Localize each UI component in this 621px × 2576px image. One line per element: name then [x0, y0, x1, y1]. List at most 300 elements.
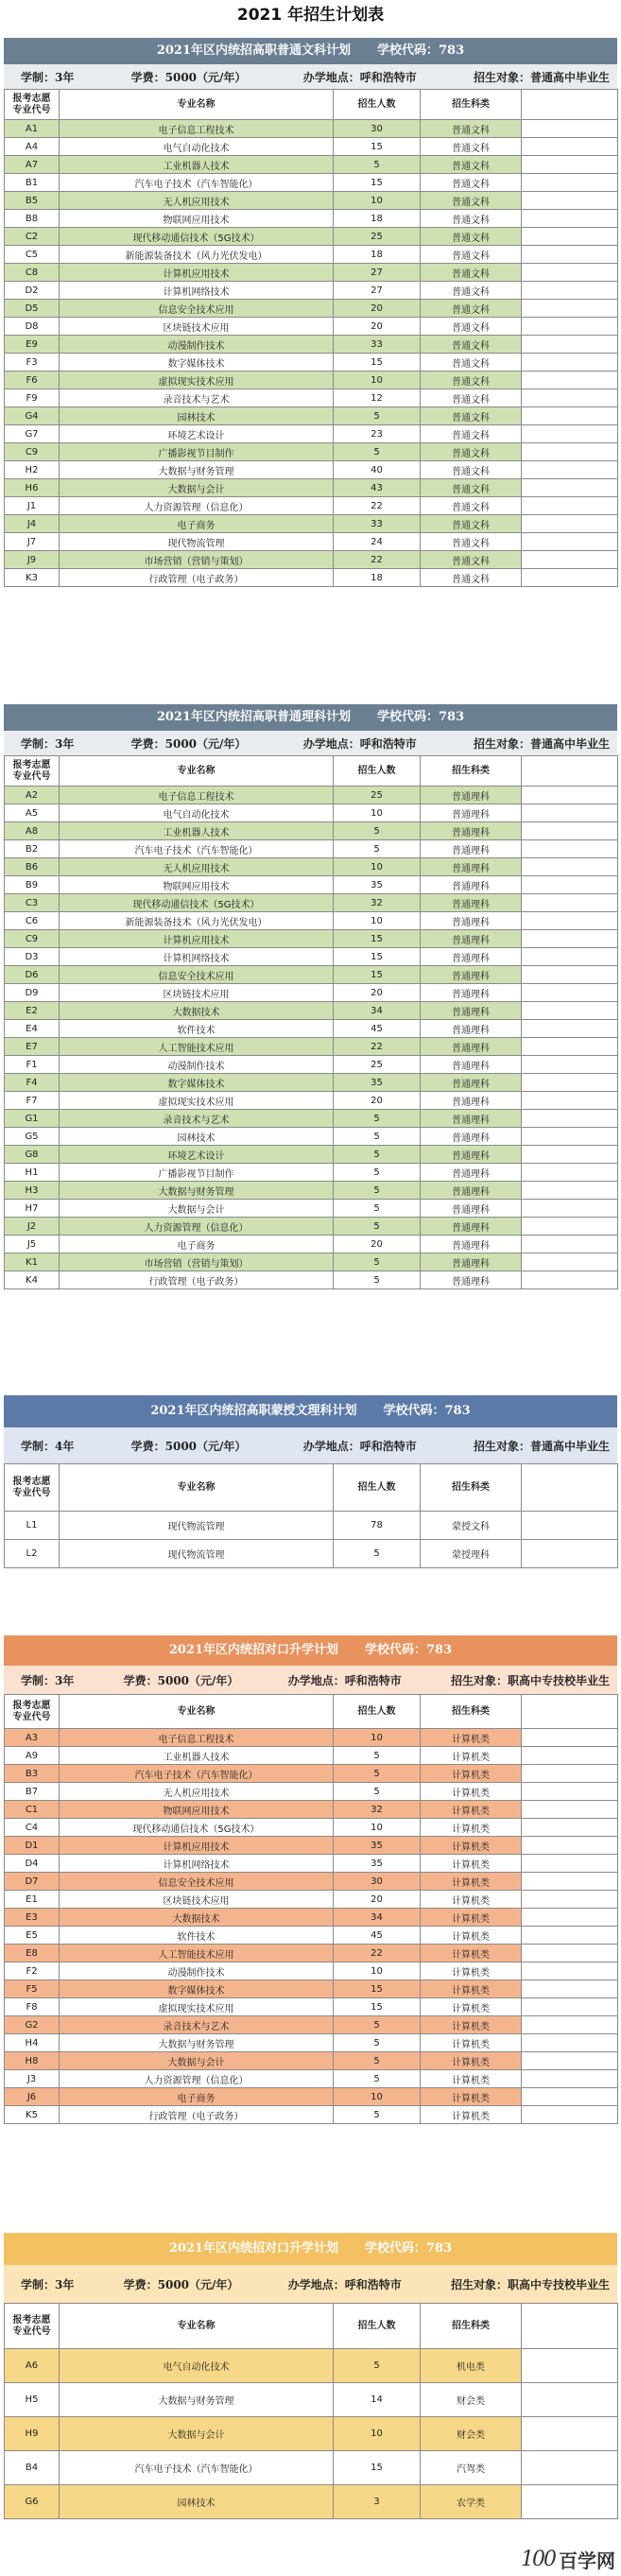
row-major: 工业机器人技术 — [60, 1747, 334, 1765]
row-major: 区块链技术应用 — [60, 984, 334, 1002]
row-code: B4 — [5, 2451, 60, 2485]
row-major: 计算机网络技术 — [60, 948, 334, 966]
row-blank — [522, 1182, 618, 1200]
row-code: C3 — [5, 894, 60, 912]
table-row — [5, 2016, 618, 2034]
table-row — [5, 1891, 618, 1909]
row-major: 无人机应用技术 — [60, 192, 334, 210]
plan-title-bar — [4, 1395, 617, 1427]
row-major: 电子信息工程技术 — [60, 1729, 334, 1747]
row-count: 32 — [334, 894, 421, 912]
plan-section — [4, 1635, 617, 2124]
row-code: F8 — [5, 1998, 60, 2016]
row-count: 45 — [334, 1020, 421, 1038]
site-logo — [492, 2544, 615, 2574]
row-code: A4 — [5, 138, 60, 156]
row-major: 市场营销（营销与策划） — [60, 1253, 334, 1271]
row-code: D4 — [5, 1855, 60, 1873]
row-count: 5 — [334, 2034, 421, 2052]
row-blank — [522, 1200, 618, 1218]
table-row — [5, 2451, 618, 2485]
row-blank — [522, 840, 618, 858]
plan-section — [4, 2233, 617, 2519]
row-count: 5 — [334, 1783, 421, 1801]
row-category: 普通理科 — [421, 894, 522, 912]
row-category: 普通理科 — [421, 1038, 522, 1056]
row-major: 虚拟现实技术应用 — [60, 1998, 334, 2016]
row-code: F3 — [5, 354, 60, 372]
plan-info-item: 学制：3年 — [21, 1673, 75, 1687]
row-blank — [522, 1038, 618, 1056]
row-category: 普通理科 — [421, 1110, 522, 1128]
plan-info-item: 学制：3年 — [21, 736, 75, 751]
row-major: 汽车电子技术（汽车智能化） — [60, 840, 334, 858]
table-row — [5, 318, 618, 336]
table-row — [5, 264, 618, 282]
row-category: 普通理科 — [421, 1236, 522, 1253]
row-count: 40 — [334, 461, 421, 479]
row-category: 普通理科 — [421, 930, 522, 948]
row-major: 无人机应用技术 — [60, 1783, 334, 1801]
table-row — [5, 1146, 618, 1164]
row-code: J6 — [5, 2088, 60, 2106]
table-row — [5, 1253, 618, 1271]
row-blank — [522, 2451, 618, 2485]
row-code: F9 — [5, 389, 60, 407]
row-blank — [522, 1855, 618, 1873]
row-category: 普通理科 — [421, 1092, 522, 1110]
row-category: 普通理科 — [421, 948, 522, 966]
row-major: 计算机网络技术 — [60, 1855, 334, 1873]
row-code: E4 — [5, 1020, 60, 1038]
table-row — [5, 1540, 618, 1568]
row-major: 现代移动通信技术（5G技术） — [60, 894, 334, 912]
table-row — [5, 1074, 618, 1092]
row-blank — [522, 1801, 618, 1819]
row-category: 普通理科 — [421, 804, 522, 822]
header-code: 报考志愿 专业代号 — [5, 90, 60, 120]
table-row — [5, 1998, 618, 2016]
row-blank — [522, 1110, 618, 1128]
table-row — [5, 1945, 618, 1962]
table-row — [5, 2383, 618, 2417]
table-row — [5, 2070, 618, 2088]
row-major: 软件技术 — [60, 1020, 334, 1038]
row-code: C9 — [5, 443, 60, 461]
row-code: G6 — [5, 2485, 60, 2519]
row-major: 物联网应用技术 — [60, 210, 334, 228]
row-blank — [522, 966, 618, 984]
row-count: 5 — [334, 2016, 421, 2034]
table-row — [5, 1873, 618, 1891]
table-row — [5, 2106, 618, 2124]
row-count: 10 — [334, 858, 421, 876]
table-row — [5, 1020, 618, 1038]
plan-info-item: 办学地点：呼和浩特市 — [302, 70, 417, 84]
row-count: 23 — [334, 425, 421, 443]
row-blank — [522, 2383, 618, 2417]
table-row — [5, 1837, 618, 1855]
row-blank — [522, 192, 618, 210]
row-major: 工业机器人技术 — [60, 156, 334, 174]
row-count: 20 — [334, 318, 421, 336]
row-blank — [522, 894, 618, 912]
row-count: 25 — [334, 1056, 421, 1074]
row-blank — [522, 1729, 618, 1747]
table-row — [5, 246, 618, 264]
row-count: 18 — [334, 210, 421, 228]
plan-info-item: 学费：5000（元/年） — [130, 736, 247, 751]
row-category: 普通理科 — [421, 1164, 522, 1182]
row-count: 22 — [334, 551, 421, 569]
row-count: 5 — [334, 2106, 421, 2124]
row-category: 普通文科 — [421, 174, 522, 192]
row-blank — [522, 1128, 618, 1146]
row-code: H5 — [5, 2383, 60, 2417]
row-count: 35 — [334, 876, 421, 894]
row-blank — [522, 1540, 618, 1568]
row-category: 普通文科 — [421, 300, 522, 318]
plan-title: 2021年区内统招对口升学计划 — [168, 2241, 339, 2256]
row-category: 普通理科 — [421, 1218, 522, 1236]
row-count: 5 — [334, 2052, 421, 2070]
row-count: 15 — [334, 930, 421, 948]
row-category: 普通文科 — [421, 336, 522, 354]
row-category: 计算机类 — [421, 1801, 522, 1819]
row-code: G5 — [5, 1128, 60, 1146]
row-code: D6 — [5, 966, 60, 984]
row-count: 15 — [334, 138, 421, 156]
row-major: 大数据与财务管理 — [60, 461, 334, 479]
row-blank — [522, 300, 618, 318]
row-code: A1 — [5, 120, 60, 138]
row-code: K5 — [5, 2106, 60, 2124]
header-code: 报考志愿 专业代号 — [5, 1695, 60, 1729]
header-count: 招生人数 — [334, 1464, 421, 1512]
table-row — [5, 894, 618, 912]
row-code: B7 — [5, 1783, 60, 1801]
row-code: F2 — [5, 1962, 60, 1980]
row-major: 环境艺术设计 — [60, 425, 334, 443]
row-category: 普通文科 — [421, 407, 522, 425]
header-count: 招生人数 — [334, 756, 421, 787]
row-category: 普通文科 — [421, 569, 522, 587]
table-row — [5, 1092, 618, 1110]
plan-info-item: 办学地点：呼和浩特市 — [302, 1439, 417, 1453]
row-code: F6 — [5, 372, 60, 389]
plan-info-item: 办学地点：呼和浩特市 — [302, 736, 417, 751]
row-blank — [522, 2034, 618, 2052]
table-row — [5, 2349, 618, 2383]
table-row — [5, 551, 618, 569]
row-major: 信息安全技术应用 — [60, 1873, 334, 1891]
plan-info-item: 学费：5000（元/年） — [130, 70, 247, 84]
row-major: 工业机器人技术 — [60, 822, 334, 840]
row-major: 录音技术与艺术 — [60, 2016, 334, 2034]
row-count: 15 — [334, 948, 421, 966]
row-category: 普通文科 — [421, 264, 522, 282]
row-code: K3 — [5, 569, 60, 587]
row-major: 区块链技术应用 — [60, 1891, 334, 1909]
row-count: 12 — [334, 389, 421, 407]
row-major: 人工智能技术应用 — [60, 1945, 334, 1962]
row-major: 汽车电子技术（汽车智能化） — [60, 1765, 334, 1783]
table-row — [5, 1200, 618, 1218]
header-count: 招生人数 — [334, 1695, 421, 1729]
row-category: 计算机类 — [421, 1909, 522, 1927]
row-count: 5 — [334, 1110, 421, 1128]
row-code: F7 — [5, 1092, 60, 1110]
row-category: 蒙授理科 — [421, 1540, 522, 1568]
row-blank — [522, 1962, 618, 1980]
table-header-row — [5, 1464, 618, 1512]
table-row — [5, 192, 618, 210]
plan-info-item: 招生对象：普通高中毕业生 — [473, 736, 610, 751]
row-major: 计算机网络技术 — [60, 282, 334, 300]
row-blank — [522, 2070, 618, 2088]
table-row — [5, 138, 618, 156]
row-category: 普通理科 — [421, 787, 522, 804]
row-blank — [522, 1218, 618, 1236]
row-major: 动漫制作技术 — [60, 1056, 334, 1074]
row-category: 普通文科 — [421, 461, 522, 479]
table-row — [5, 2485, 618, 2519]
school-code: 学校代码：783 — [365, 1643, 453, 1657]
row-count: 20 — [334, 1092, 421, 1110]
row-code: C8 — [5, 264, 60, 282]
row-blank — [522, 2052, 618, 2070]
row-category: 普通文科 — [421, 192, 522, 210]
row-code: C2 — [5, 228, 60, 246]
row-blank — [522, 497, 618, 515]
row-code: J4 — [5, 515, 60, 533]
row-count: 10 — [334, 1962, 421, 1980]
row-code: H3 — [5, 1182, 60, 1200]
school-code: 学校代码：783 — [365, 2241, 453, 2256]
row-count: 45 — [334, 1927, 421, 1945]
row-code: A6 — [5, 2349, 60, 2383]
row-code: H4 — [5, 2034, 60, 2052]
plan-info-bar — [4, 2265, 617, 2303]
row-count: 5 — [334, 156, 421, 174]
row-category: 计算机类 — [421, 1819, 522, 1837]
row-blank — [522, 1998, 618, 2016]
row-major: 大数据与财务管理 — [60, 2034, 334, 2052]
row-code: G2 — [5, 2016, 60, 2034]
table-row — [5, 1056, 618, 1074]
row-major: 现代物流管理 — [60, 1540, 334, 1568]
row-code: J7 — [5, 533, 60, 551]
plan-title: 2021年区内统招高职蒙授文理科计划 — [150, 1404, 357, 1418]
row-major: 数字媒体技术 — [60, 354, 334, 372]
row-major: 虚拟现实技术应用 — [60, 1092, 334, 1110]
row-category: 计算机类 — [421, 2052, 522, 2070]
row-count: 10 — [334, 192, 421, 210]
plan-table — [4, 1694, 618, 2124]
row-category: 计算机类 — [421, 1837, 522, 1855]
row-category: 普通理科 — [421, 984, 522, 1002]
table-row — [5, 300, 618, 318]
row-category: 计算机类 — [421, 1998, 522, 2016]
row-category: 财会类 — [421, 2383, 522, 2417]
table-row — [5, 282, 618, 300]
row-category: 计算机类 — [421, 1891, 522, 1909]
page-title: 2021 年招生计划表 — [236, 6, 385, 25]
row-count: 43 — [334, 479, 421, 497]
table-row — [5, 425, 618, 443]
table-row — [5, 2417, 618, 2451]
row-blank — [522, 479, 618, 497]
table-row — [5, 228, 618, 246]
row-blank — [522, 930, 618, 948]
row-category: 普通文科 — [421, 443, 522, 461]
row-major: 数字媒体技术 — [60, 1074, 334, 1092]
row-major: 园林技术 — [60, 1128, 334, 1146]
row-category: 普通文科 — [421, 354, 522, 372]
table-row — [5, 1218, 618, 1236]
plan-section — [4, 704, 617, 1289]
row-category: 普通文科 — [421, 533, 522, 551]
header-category: 招生科类 — [421, 2304, 522, 2349]
plan-title-bar — [4, 2233, 617, 2265]
plan-info-item: 学费：5000（元/年） — [123, 1673, 239, 1687]
row-category: 普通文科 — [421, 479, 522, 497]
row-code: H6 — [5, 479, 60, 497]
plan-section — [4, 38, 617, 587]
table-row — [5, 948, 618, 966]
plan-info-bar — [4, 1427, 617, 1463]
table-row — [5, 1855, 618, 1873]
row-code: E9 — [5, 336, 60, 354]
table-row — [5, 1819, 618, 1837]
row-blank — [522, 912, 618, 930]
row-code: H2 — [5, 461, 60, 479]
table-row — [5, 2034, 618, 2052]
row-count: 35 — [334, 1855, 421, 1873]
row-code: L1 — [5, 1512, 60, 1540]
header-category: 招生科类 — [421, 90, 522, 120]
row-category: 计算机类 — [421, 1945, 522, 1962]
row-category: 普通理科 — [421, 1074, 522, 1092]
row-major: 电气自动化技术 — [60, 2349, 334, 2383]
row-count: 30 — [334, 1873, 421, 1891]
row-blank — [522, 389, 618, 407]
row-count: 5 — [334, 2070, 421, 2088]
row-blank — [522, 1020, 618, 1038]
table-header-row — [5, 756, 618, 787]
plan-section — [4, 1395, 617, 1568]
table-row — [5, 515, 618, 533]
row-code: G7 — [5, 425, 60, 443]
plan-table — [4, 89, 618, 587]
row-major: 无人机应用技术 — [60, 858, 334, 876]
header-major: 专业名称 — [60, 1695, 334, 1729]
row-category: 计算机类 — [421, 2088, 522, 2106]
row-code: K4 — [5, 1271, 60, 1289]
row-major: 数字媒体技术 — [60, 1980, 334, 1998]
table-row — [5, 497, 618, 515]
row-major: 人工智能技术应用 — [60, 1038, 334, 1056]
header-count: 招生人数 — [334, 2304, 421, 2349]
table-row — [5, 210, 618, 228]
school-code: 学校代码：783 — [383, 1404, 471, 1418]
row-count: 5 — [334, 1540, 421, 1568]
row-major: 现代物流管理 — [60, 533, 334, 551]
row-code: J1 — [5, 497, 60, 515]
plan-info-item: 学费：5000（元/年） — [123, 2277, 239, 2291]
row-category: 普通理科 — [421, 1200, 522, 1218]
row-blank — [522, 1945, 618, 1962]
table-row — [5, 354, 618, 372]
row-category: 计算机类 — [421, 1783, 522, 1801]
plan-info-item: 招生对象：普通高中毕业生 — [473, 1439, 610, 1453]
row-blank — [522, 120, 618, 138]
row-major: 电子商务 — [60, 1236, 334, 1253]
row-major: 动漫制作技术 — [60, 1962, 334, 1980]
table-row — [5, 1128, 618, 1146]
table-row — [5, 1236, 618, 1253]
plan-title-bar — [4, 1635, 617, 1666]
row-count: 5 — [334, 443, 421, 461]
row-blank — [522, 264, 618, 282]
row-count: 5 — [334, 1218, 421, 1236]
table-row — [5, 407, 618, 425]
row-count: 5 — [334, 1128, 421, 1146]
row-blank — [522, 318, 618, 336]
row-code: E3 — [5, 1909, 60, 1927]
row-count: 5 — [334, 1164, 421, 1182]
row-count: 5 — [334, 1182, 421, 1200]
row-category: 普通理科 — [421, 876, 522, 894]
row-major: 计算机应用技术 — [60, 930, 334, 948]
row-category: 普通文科 — [421, 138, 522, 156]
row-major: 电气自动化技术 — [60, 804, 334, 822]
row-count: 10 — [334, 804, 421, 822]
row-count: 25 — [334, 228, 421, 246]
row-code: D9 — [5, 984, 60, 1002]
row-category: 普通理科 — [421, 1056, 522, 1074]
table-header-row — [5, 1695, 618, 1729]
row-category: 蒙授文科 — [421, 1512, 522, 1540]
row-code: A7 — [5, 156, 60, 174]
header-blank — [522, 1464, 618, 1512]
row-blank — [522, 2349, 618, 2383]
plan-info-item: 招生对象：普通高中毕业生 — [473, 70, 610, 84]
row-count: 15 — [334, 2451, 421, 2485]
row-count: 18 — [334, 569, 421, 587]
table-row — [5, 569, 618, 587]
row-count: 30 — [334, 120, 421, 138]
table-row — [5, 1962, 618, 1980]
row-category: 普通文科 — [421, 318, 522, 336]
row-count: 5 — [334, 2349, 421, 2383]
row-category: 计算机类 — [421, 1855, 522, 1873]
header-major: 专业名称 — [60, 90, 334, 120]
row-category: 机电类 — [421, 2349, 522, 2383]
row-major: 人力资源管理（信息化） — [60, 2070, 334, 2088]
table-row — [5, 1765, 618, 1783]
plan-title: 2021年区内统招高职普通理科计划 — [156, 710, 352, 724]
row-code: C4 — [5, 1819, 60, 1837]
table-row — [5, 1182, 618, 1200]
table-row — [5, 822, 618, 840]
table-row — [5, 1002, 618, 1020]
row-blank — [522, 1056, 618, 1074]
row-count: 20 — [334, 1236, 421, 1253]
row-code: B8 — [5, 210, 60, 228]
row-blank — [522, 354, 618, 372]
row-count: 10 — [334, 2088, 421, 2106]
